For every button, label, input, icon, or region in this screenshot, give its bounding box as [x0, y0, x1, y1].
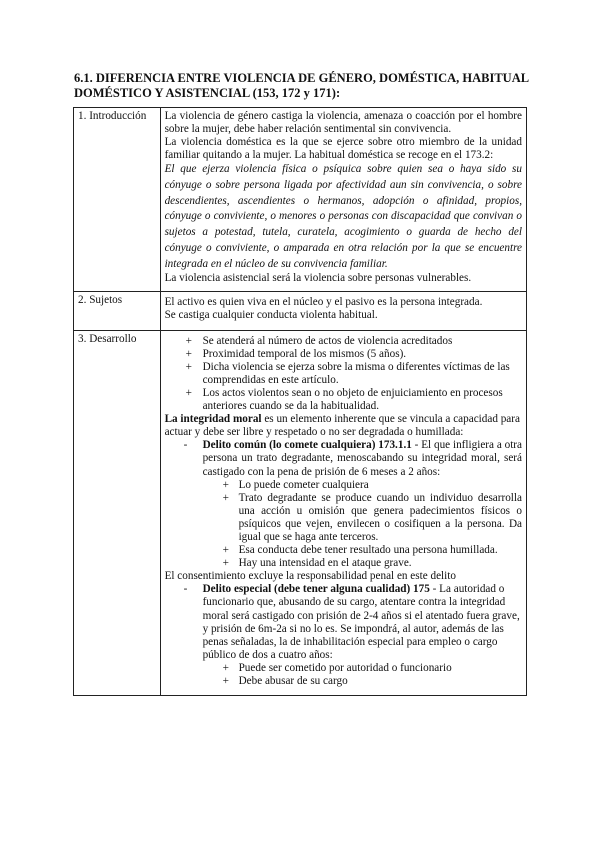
delito-especial-text [203, 583, 522, 662]
habitualidad-criteria-list [165, 335, 522, 414]
delito-comun-title: Delito común (lo comete cualquiera) 173.1.1 [202, 439, 412, 452]
section-heading [74, 71, 544, 101]
table-row-desarrollo [74, 330, 527, 696]
intro-paragraph-genero: La violencia de género castiga la violencia, amenaza o coacción por el hombre sobre la mujer, debe haber relación sentimental sin convivencia. [164, 110, 522, 136]
intro-paragraph-domestica: La violencia doméstica es la que se ejerce sobre otro miembro de la unidad familiar quitando a la mujer. La habitual doméstica se recoge en el 173.2: [164, 136, 522, 162]
list-item: + Lo puede cometer cualquiera [239, 479, 522, 492]
sujetos-paragraph-2: Se castiga cualquier conducta violenta habitual. [164, 309, 378, 322]
row-content-sujetos [160, 292, 526, 330]
list-item: + Se atenderá al número de actos de violencia acreditados [203, 335, 522, 348]
comparison-table [73, 107, 527, 696]
delito-comun-text [203, 439, 522, 478]
integridad-moral-term: La integridad moral [164, 413, 262, 426]
integridad-moral-definition: es un elemento inherente que se vincula a capacidad para actuar y debe ser libre y respetado o no ser degradada o humillada: [164, 413, 520, 439]
delito-especial-description: - La autoridad o funcionario que, abusando de su cargo, atentare contra la integridad moral será castigado con prisión de 2-4 años si el atentado fuera grave, y prisión de 6m-2a si no lo es. Se impondrá, al autor, además de las penas señaladas, la de inhabilitación especial para empleo o cargo público de dos a cuatro años: [202, 583, 520, 661]
row-label-desarrollo: 3. Desarrollo [74, 330, 161, 696]
list-item: + Los actos violentos sean o no objeto de enjuiciamiento en procesos anteriores cuando se da la habitualidad. [203, 387, 522, 413]
integridad-moral-paragraph [165, 413, 522, 439]
list-item: + Esa conducta debe tener resultado una persona humillada. [239, 544, 522, 557]
consentimiento-paragraph: El consentimiento excluye la responsabilidad penal en este delito [164, 570, 456, 583]
delito-comun-description: - El que infligiera a otra persona un trato degradante, menoscabando su integridad moral, será castigado con la pena de prisión de 6 meses a 2 años: [202, 439, 523, 478]
delito-comun-item [203, 439, 522, 478]
delito-especial-list [165, 583, 522, 662]
list-item: + Debe abusar de su cargo [239, 675, 522, 688]
list-item: + Proximidad temporal de los mismos (5 años). [203, 348, 522, 361]
delito-comun-list [165, 439, 522, 478]
section-heading-line-1: 6.1. DIFERENCIA ENTRE VIOLENCIA DE GÉNERO, DOMÉSTICA, HABITUAL [74, 71, 530, 85]
list-item: + Hay una intensidad en el ataque grave. [239, 557, 522, 570]
list-item: + Dicha violencia se ejerza sobre la misma o diferentes víctimas de las comprendidas en este artículo. [203, 361, 522, 387]
table-row-sujetos [74, 292, 527, 330]
delito-especial-title: Delito especial (debe tener alguna cualidad) 175 [202, 583, 430, 596]
delito-especial-item [203, 583, 522, 662]
table-row-introduccion [74, 108, 527, 292]
row-content-introduccion [160, 108, 526, 292]
sujetos-paragraph-1: El activo es quien viva en el núcleo y el pasivo es la persona integrada. [164, 296, 483, 309]
list-item: + Puede ser cometido por autoridad o funcionario [239, 662, 522, 675]
row-label-sujetos: 2. Sujetos [74, 292, 161, 330]
intro-paragraph-asistencial: La violencia asistencial será la violencia sobre personas vulnerables. [164, 272, 472, 285]
intro-legal-quote: El que ejerza violencia física o psíquica sobre quien sea o haya sido su cónyuge o sobre persona ligada por afectividad aun sin convivencia, o sobre descendientes, ascendientes o hermanos, adopción o afinidad, propios, cónyuge o conviviente, o menores o personas con discapacidad que convivan o sujetos a potestad, tutela, curatela, acogimiento o guarda de hecho del cónyuge o conviviente, o amparada en otra relación por la que se encuentre integrada en el núcleo de su convivencia familiar. [164, 163, 522, 270]
list-item: + Trato degradante se produce cuando un individuo desarrolla una acción u omisión que genera padecimientos físicos o psíquicos que vejen, envilecen o cosifiquen a la persona. Da igual que se haga ante terceros. [239, 492, 522, 544]
delito-especial-features-list [165, 662, 522, 688]
delito-comun-features-list [165, 479, 522, 571]
row-content-desarrollo [160, 330, 526, 696]
row-label-introduccion: 1. Introducción [74, 108, 161, 292]
section-heading-line-2: DOMÉSTICO Y ASISTENCIAL (153, 172 y 171): [74, 86, 341, 100]
